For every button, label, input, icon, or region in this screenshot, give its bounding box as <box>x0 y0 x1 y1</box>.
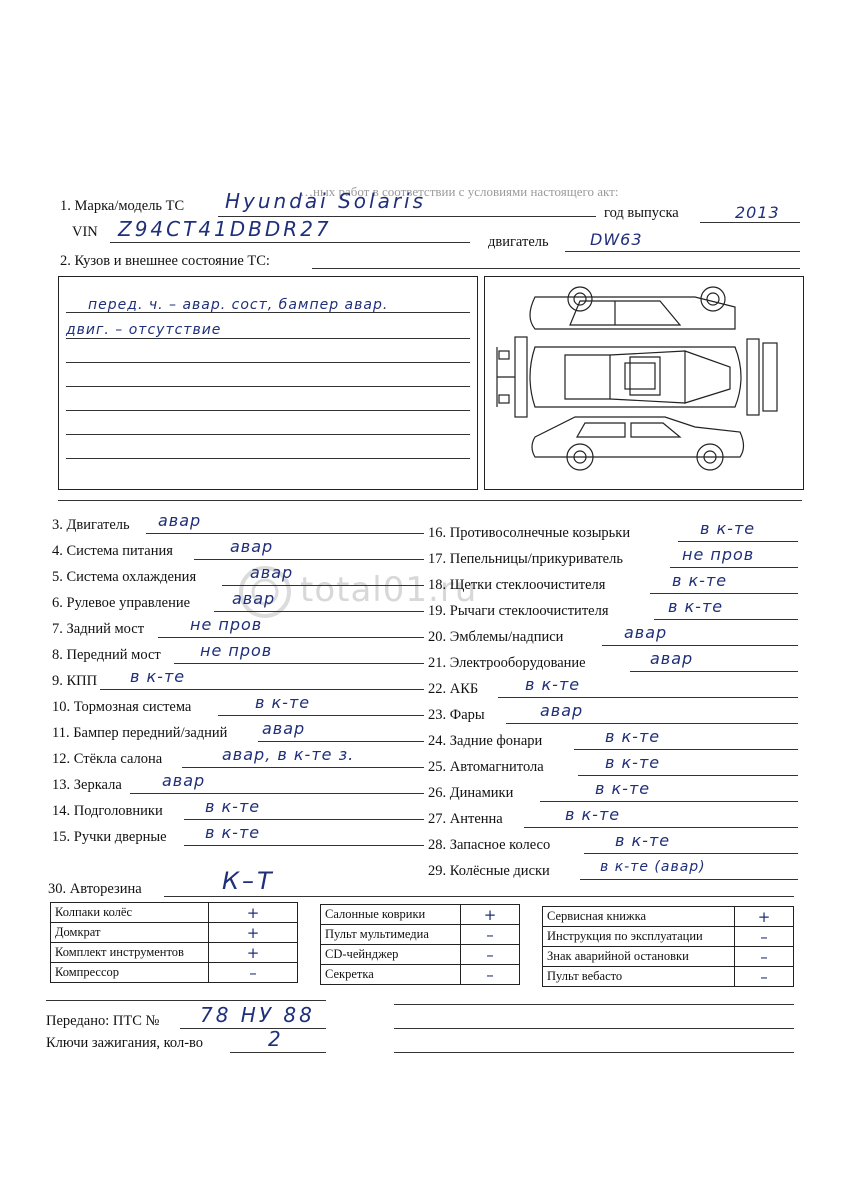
item-4-value: авар <box>230 537 274 556</box>
check-label: Салонные коврики <box>321 905 461 925</box>
item-3-label: 3. Двигатель <box>52 517 130 533</box>
vin-label: VIN <box>72 224 98 240</box>
vin-value: Z94CT41DBDR27 <box>118 217 332 241</box>
item-23-label: 23. Фары <box>428 707 485 723</box>
table-row <box>543 927 794 947</box>
item-18-label: 18. Щетки стеклоочистителя <box>428 577 606 593</box>
engine-label: двигатель <box>488 234 549 250</box>
keys-label: Ключи зажигания, кол-во <box>46 1035 204 1051</box>
check-label: Компрессор <box>51 963 209 983</box>
year-value: 2013 <box>735 203 780 222</box>
check-label: Сервисная книжка <box>543 907 735 927</box>
check-mark: – <box>461 945 520 965</box>
table-row <box>321 905 520 925</box>
car-diagram-box <box>484 276 804 490</box>
check-mark: – <box>461 925 520 945</box>
item-21-value: авар <box>650 649 694 668</box>
item-15-value: в к-те <box>205 823 261 842</box>
check-mark: + <box>461 905 520 925</box>
pts-label: Передано: ПТС № <box>46 1013 160 1029</box>
check-label: Пульт мультимедиа <box>321 925 461 945</box>
item-5-label: 5. Система охлаждения <box>52 569 197 585</box>
item-6-label: 6. Рулевое управление <box>52 595 191 611</box>
item-15-label: 15. Ручки дверные <box>52 829 167 845</box>
item-17-label: 17. Пепельницы/прикуриватель <box>428 551 623 567</box>
check-mark: – <box>735 967 794 987</box>
checklist-table-3 <box>542 906 794 987</box>
engine-value: DW63 <box>590 230 643 249</box>
item-12-value: авар, в к-те з. <box>222 745 355 764</box>
item-8-value: не пров <box>200 641 273 660</box>
brand-value: Hyundai Solaris <box>225 189 427 213</box>
check-label: Инструкция по эксплуатации <box>543 927 735 947</box>
item-13-value: авар <box>162 771 206 790</box>
checklist-table-2 <box>320 904 520 985</box>
item-29-value: в к-те (авар) <box>600 859 706 875</box>
item-3-value: авар <box>158 511 202 530</box>
item-29-label: 29. Колёсные диски <box>428 863 550 879</box>
item-11-value: авар <box>262 719 306 738</box>
item-24-value: в к-те <box>605 727 661 746</box>
item-19-value: в к-те <box>668 597 724 616</box>
item-22-value: в к-те <box>525 675 581 694</box>
item-26-value: в к-те <box>595 779 651 798</box>
body-label: 2. Кузов и внешнее состояние ТС: <box>60 253 270 269</box>
item-19-label: 19. Рычаги стеклоочистителя <box>428 603 609 619</box>
tyres-label: 30. Авторезина <box>48 881 142 897</box>
item-14-label: 14. Подголовники <box>52 803 163 819</box>
keys-value: 2 <box>268 1027 284 1051</box>
item-16-label: 16. Противосолнечные козырьки <box>428 525 631 541</box>
item-13-label: 13. Зеркала <box>52 777 122 793</box>
table-row <box>543 967 794 987</box>
item-22-label: 22. АКБ <box>428 681 479 697</box>
item-16-value: в к-те <box>700 519 756 538</box>
table-row <box>321 965 520 985</box>
item-9-value: в к-те <box>130 667 186 686</box>
pts-value: 78 НУ 88 <box>200 1003 315 1027</box>
check-mark: + <box>209 943 298 963</box>
body-note-2: двиг. – отсутствие <box>66 322 222 338</box>
item-7-value: не пров <box>190 615 263 634</box>
year-label: год выпуска <box>604 205 679 221</box>
check-mark: – <box>461 965 520 985</box>
body-note-1: перед. ч. – авар. сост, бампер авар. <box>88 297 389 313</box>
table-row <box>51 923 298 943</box>
car-diagram-icon <box>485 277 803 489</box>
item-10-label: 10. Тормозная система <box>52 699 192 715</box>
table-row <box>321 925 520 945</box>
item-11-label: 11. Бампер передний/задний <box>52 725 228 741</box>
table-row <box>543 947 794 967</box>
item-25-label: 25. Автомагнитола <box>428 759 544 775</box>
item-7-label: 7. Задний мост <box>52 621 145 637</box>
item-20-label: 20. Эмблемы/надписи <box>428 629 564 645</box>
check-label: Комплект инструментов <box>51 943 209 963</box>
check-label: Знак аварийной остановки <box>543 947 735 967</box>
watermark: total01.ru <box>300 570 477 610</box>
check-label: Пульт вебасто <box>543 967 735 987</box>
table-row <box>51 963 298 983</box>
item-25-value: в к-те <box>605 753 661 772</box>
item-17-value: не пров <box>682 545 755 564</box>
brand-label: 1. Марка/модель ТС <box>60 198 185 214</box>
table-row <box>321 945 520 965</box>
check-label: Колпаки колёс <box>51 903 209 923</box>
item-27-value: в к-те <box>565 805 621 824</box>
item-9-label: 9. КПП <box>52 673 98 689</box>
table-row <box>51 943 298 963</box>
item-10-value: в к-те <box>255 693 311 712</box>
check-mark: + <box>735 907 794 927</box>
item-8-label: 8. Передний мост <box>52 647 161 663</box>
check-mark: – <box>735 927 794 947</box>
check-mark: + <box>209 903 298 923</box>
item-5-value: авар <box>250 563 294 582</box>
tyres-value: К–Т <box>222 867 275 895</box>
check-label: Секретка <box>321 965 461 985</box>
item-20-value: авар <box>624 623 668 642</box>
item-23-value: авар <box>540 701 584 720</box>
check-label: CD-чейнджер <box>321 945 461 965</box>
item-28-value: в к-те <box>615 831 671 850</box>
faded-header-text: …ных работ в соответствии с условиями настоящего акт: <box>300 184 619 199</box>
item-6-value: авар <box>232 589 276 608</box>
table-row <box>543 907 794 927</box>
item-24-label: 24. Задние фонари <box>428 733 543 749</box>
item-14-value: в к-те <box>205 797 261 816</box>
table-row <box>51 903 298 923</box>
check-mark: + <box>209 923 298 943</box>
check-mark: – <box>735 947 794 967</box>
checklist-table-1 <box>50 902 298 983</box>
item-18-value: в к-те <box>672 571 728 590</box>
item-28-label: 28. Запасное колесо <box>428 837 551 853</box>
item-26-label: 26. Динамики <box>428 785 514 801</box>
item-12-label: 12. Стёкла салона <box>52 751 163 767</box>
item-21-label: 21. Электрооборудование <box>428 655 586 671</box>
check-label: Домкрат <box>51 923 209 943</box>
check-mark: – <box>209 963 298 983</box>
item-27-label: 27. Антенна <box>428 811 503 827</box>
item-4-label: 4. Система питания <box>52 543 173 559</box>
